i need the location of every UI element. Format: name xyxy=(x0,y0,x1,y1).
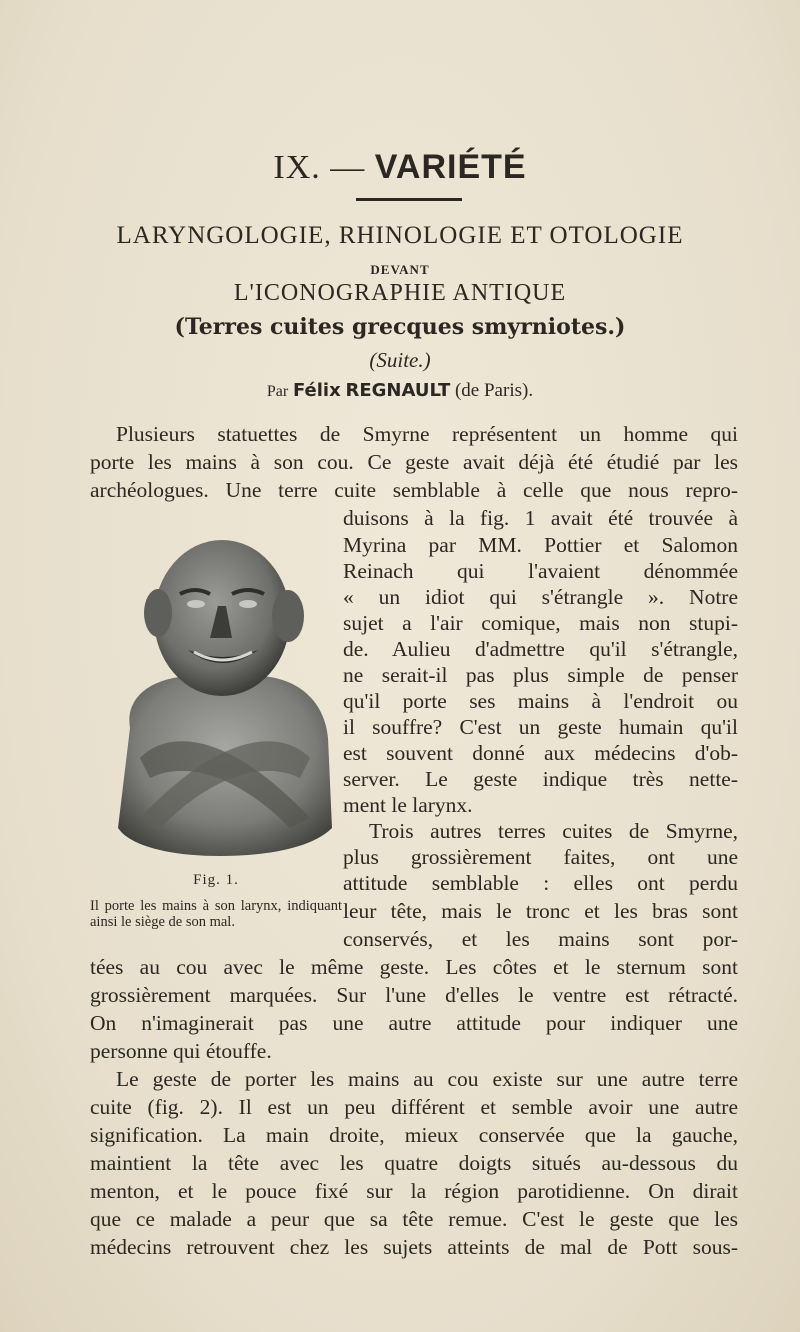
subheading-line-1: LARYNGOLOGIE, RHINOLOGIE ET OTOLOGIE xyxy=(116,222,684,249)
body-line: ment le larynx. xyxy=(343,793,473,817)
subheading-line-3: L'ICONOGRAPHIE ANTIQUE xyxy=(233,280,567,306)
figure-title: Fig. 1. xyxy=(193,872,239,888)
section-word: VARIÉTÉ xyxy=(374,148,527,186)
body-line: conservés, et les mains sont por- xyxy=(343,927,738,951)
section-number: IX. — xyxy=(273,149,366,186)
body-line: qu'il porte ses mains à l'endroit ou xyxy=(343,689,738,713)
body-line: Myrina par MM. Pottier et Salomon xyxy=(343,533,738,557)
author-first-name: Félix xyxy=(292,380,341,401)
body-line: grossièrement marquées. Sur l'une d'elles le ventre est rétracté. xyxy=(90,983,738,1007)
subheading-line-2: DEVANT xyxy=(370,262,430,277)
body-line: est souvent donné aux médecins d'ob- xyxy=(343,741,738,765)
body-line: que ce malade a peur que sa tête remue. C'est le geste que les xyxy=(90,1207,738,1231)
body-line: il souffre? C'est un geste humain qu'il xyxy=(343,715,738,739)
body-line: Plusieurs statuettes de Smyrne représentent un homme qui xyxy=(116,422,738,446)
author-line xyxy=(0,380,800,402)
subheading-line-4: (Terres cuites grecques smyrniotes.) xyxy=(174,314,626,340)
body-line: cuite (fig. 2). Il est un peu différent et semble avoir une autre xyxy=(90,1095,738,1119)
author-place: (de Paris). xyxy=(454,380,534,401)
heading-rule xyxy=(356,198,462,201)
body-line: porte les mains à son cou. Ce geste avait déjà été étudié par les xyxy=(90,450,738,474)
body-line: maintient la tête avec les quatre doigts situés au-dessous du xyxy=(90,1151,738,1175)
author-last-name: REGNAULT xyxy=(345,380,451,401)
body-line: On n'imaginerait pas une autre attitude pour indiquer une xyxy=(90,1011,738,1035)
body-line: Le geste de porter les mains au cou existe sur une autre terre xyxy=(116,1067,738,1091)
body-line: Trois autres terres cuites de Smyrne, xyxy=(369,819,738,843)
section-heading xyxy=(0,148,800,187)
figure-caption: Il porte les mains à son larynx, indiquant ainsi le siège de son mal. xyxy=(90,898,342,930)
body-line: server. Le geste indique très nette- xyxy=(343,767,738,791)
body-line: personne qui étouffe. xyxy=(90,1039,272,1063)
statuette-figure xyxy=(110,528,332,858)
author-prefix: Par xyxy=(266,383,289,400)
body-line: archéologues. Une terre cuite semblable à celle que nous repro- xyxy=(90,478,738,502)
body-line: ne serait-il pas plus simple de penser xyxy=(343,663,738,687)
body-line: menton, et le pouce fixé sur la région parotidienne. On dirait xyxy=(90,1179,738,1203)
body-line: médecins retrouvent chez les sujets atteints de mal de Pott sous- xyxy=(90,1235,738,1259)
subheading-line-5: (Suite.) xyxy=(369,348,431,372)
body-line: plus grossièrement faites, ont une xyxy=(343,845,738,869)
body-line: Reinach qui l'avaient dénommée xyxy=(343,559,738,583)
body-line: de. Aulieu d'admettre qu'il s'étrangle, xyxy=(343,637,738,661)
body-line: sujet a l'air comique, mais non stupi- xyxy=(343,611,738,635)
body-line: tées au cou avec le même geste. Les côtes et le sternum sont xyxy=(90,955,738,979)
body-line: leur tête, mais le tronc et les bras sont xyxy=(343,899,738,923)
body-line: duisons à la fig. 1 avait été trouvée à xyxy=(343,506,738,530)
body-line: « un idiot qui s'étrangle ». Notre xyxy=(343,585,738,609)
body-line: attitude semblable : elles ont perdu xyxy=(343,871,738,895)
body-line: signification. La main droite, mieux conservée que la gauche, xyxy=(90,1123,738,1147)
